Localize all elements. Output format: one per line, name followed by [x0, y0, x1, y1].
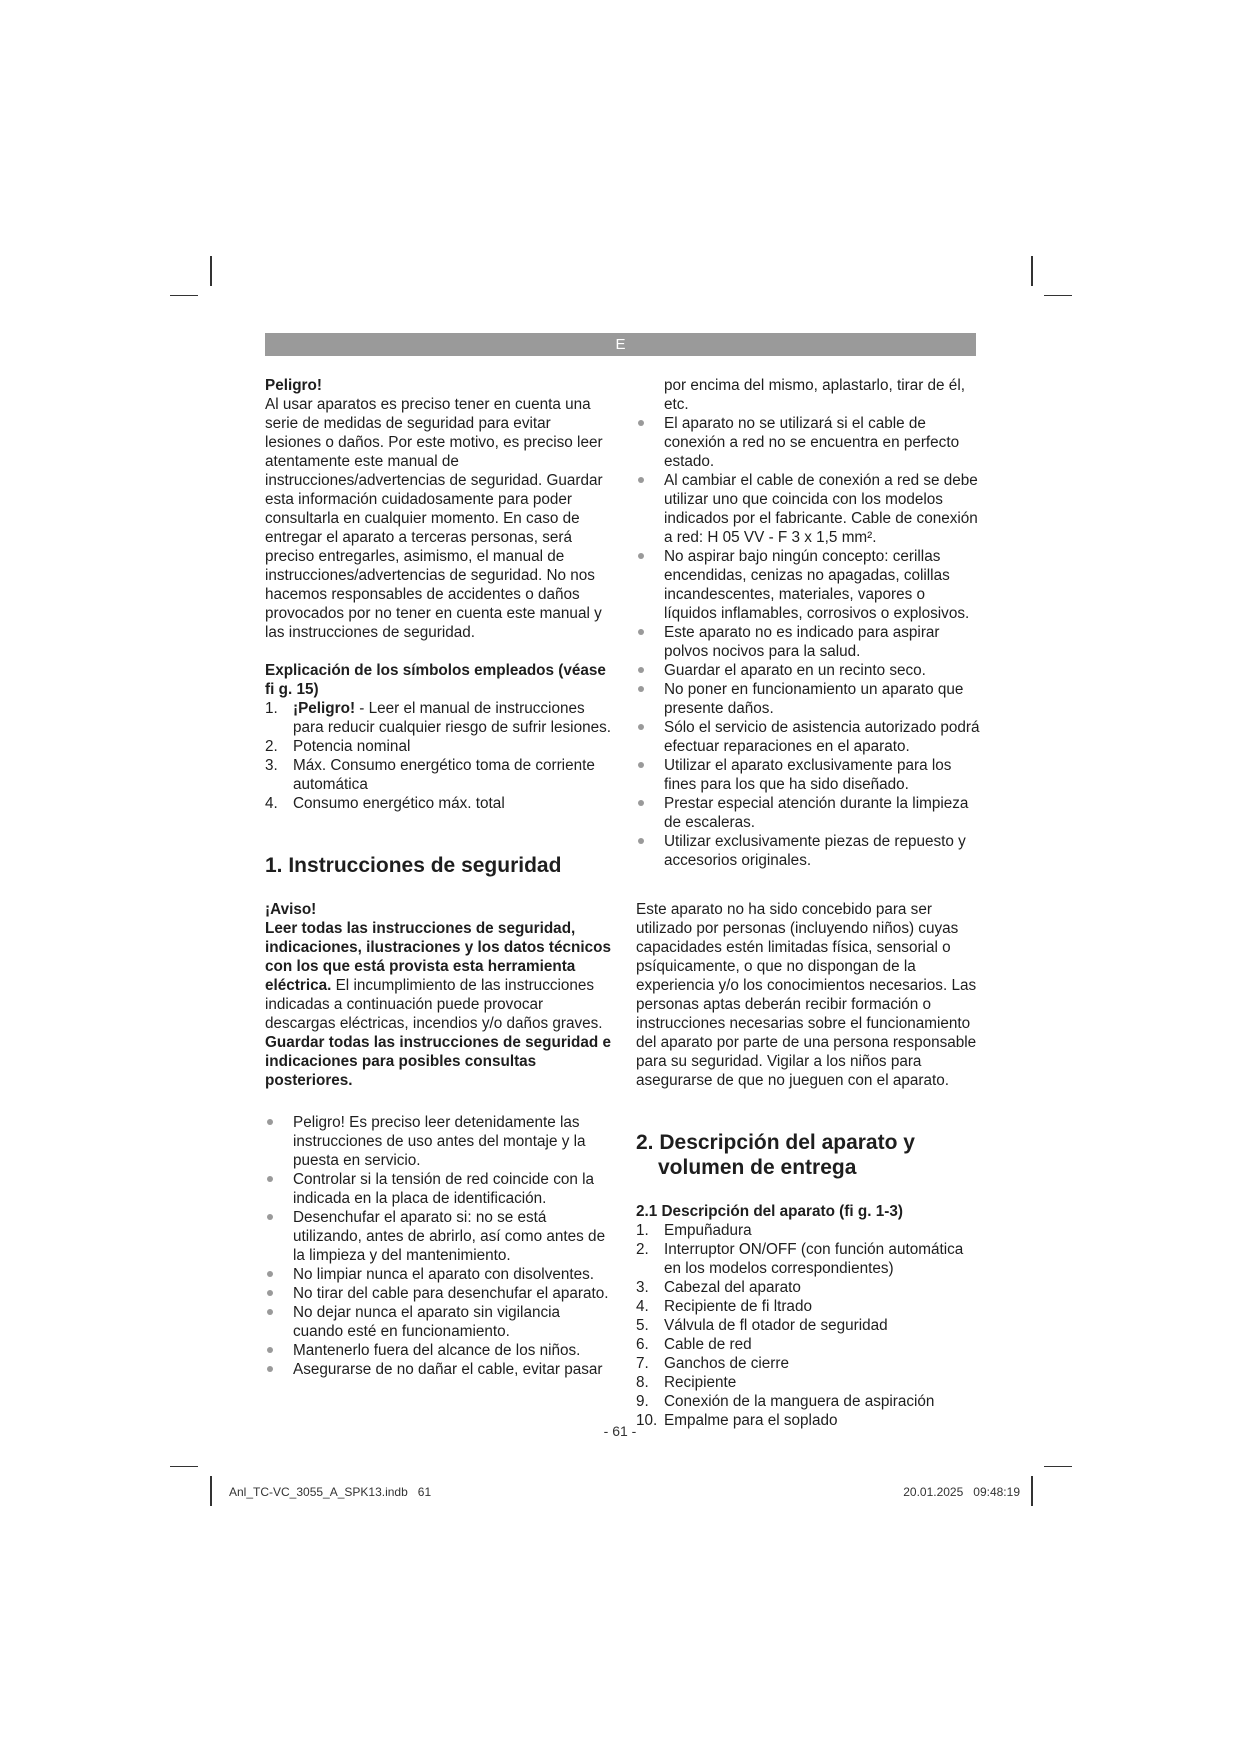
- part-item: 9. Conexión de la manguera de aspiración: [636, 1393, 935, 1410]
- danger-title: Peligro!: [265, 377, 322, 394]
- section2-title-line2: volumen de entrega: [658, 1156, 857, 1179]
- crop-mark-bottom-left-horizontal: [170, 1466, 198, 1467]
- list-item: Utilizar el aparato exclusivamente para los fines para los que ha sido diseñado.: [636, 756, 980, 794]
- page-number: - 61 -: [603, 1423, 637, 1439]
- symbol-item: 3. Máx. Consumo energético toma de corriente automática: [265, 757, 595, 793]
- crop-mark-top-right-vertical: [1031, 256, 1033, 286]
- part-item: 7. Ganchos de cierre: [636, 1355, 789, 1372]
- danger-text: Al usar aparatos es preciso tener en cuenta una serie de medidas de seguridad para evitar lesiones o daños. Por este motivo, es preciso leer atentamente este manual de instrucciones/advertencias de seguridad. Guardar esta información cuidadosamente para poder consultarla en cualquier momento. En caso de entregar el aparato a terceras personas, será preciso entregarles, asimismo, el manual de instrucciones/advertencias de seguridad. No nos hacemos responsables de accidentes o daños provocados por no tener en cuenta este manual y las instrucciones de seguridad.: [265, 396, 603, 641]
- list-item: No aspirar bajo ningún concepto: cerillas encendidas, cenizas no apagadas, colillas incandescentes, materiales, vapores o líquidos inflamables, corrosivos o explosivos.: [636, 547, 980, 623]
- part-item: 10. Empalme para el soplado: [636, 1412, 838, 1429]
- children-notice: Este aparato no ha sido concebido para ser utilizado por personas (incluyendo niños) cuyas capacidades estén limitadas física, sensorial o psíquicamente, o que no dispongan de la experiencia y/o los conocimientos necesarios. Las personas aptas deberán recibir formación o instrucciones necesarias sobre el funcionamiento del aparato por parte de una persona responsable para su seguridad. Vigilar a los niños para asegurarse de que no jueguen con el aparato.: [636, 901, 977, 1089]
- crop-mark-top-left-horizontal: [170, 295, 198, 296]
- footer-timestamp: 20.01.2025 09:48:19: [903, 1485, 1020, 1499]
- crop-mark-bottom-right-vertical: [1031, 1476, 1033, 1506]
- left-column: [265, 376, 611, 1379]
- list-item: Mantenerlo fuera del alcance de los niños.: [265, 1341, 611, 1360]
- safety-bullets-right: [636, 414, 980, 870]
- crop-mark-top-right-horizontal: [1044, 295, 1072, 296]
- list-item: Sólo el servicio de asistencia autorizado podrá efectuar reparaciones en el aparato.: [636, 718, 980, 756]
- list-item: No tirar del cable para desenchufar el aparato.: [265, 1284, 611, 1303]
- list-item: Controlar si la tensión de red coincide con la indicada en la placa de identificación.: [265, 1170, 611, 1208]
- list-item: Guardar el aparato en un recinto seco.: [636, 661, 980, 680]
- list-item: Desenchufar el aparato si: no se está utilizando, antes de abrirlo, así como antes de la limpieza y del mantenimiento.: [265, 1208, 611, 1265]
- part-item: 2. Interruptor ON/OFF (con función automática en los modelos correspondientes): [636, 1241, 964, 1277]
- list-item: Este aparato no es indicado para aspirar polvos nocivos para la salud.: [636, 623, 980, 661]
- list-item: Peligro! Es preciso leer detenidamente las instrucciones de uso antes del montaje y la puesta en servicio.: [265, 1113, 611, 1170]
- crop-mark-bottom-left-vertical: [210, 1476, 212, 1506]
- part-item: 6. Cable de red: [636, 1336, 752, 1353]
- list-item: El aparato no se utilizará si el cable de conexión a red no se encuentra en perfecto estado.: [636, 414, 980, 471]
- parts-list: [636, 1221, 980, 1430]
- list-item: Utilizar exclusivamente piezas de repuesto y accesorios originales.: [636, 832, 980, 870]
- right-column: [636, 376, 980, 1430]
- subsection-2-1-title: 2.1 Descripción del aparato (fi g. 1-3): [636, 1203, 903, 1220]
- part-item: 4. Recipiente de fi ltrado: [636, 1298, 812, 1315]
- list-item: Al cambiar el cable de conexión a red se debe utilizar uno que coincida con los modelos indicados por el fabricante. Cable de conexión a red: H 05 VV - F 3 x 1,5 mm².: [636, 471, 980, 547]
- part-item: 1. Empuñadura: [636, 1222, 752, 1239]
- list-item: No limpiar nunca el aparato con disolventes.: [265, 1265, 611, 1284]
- safety-bullets-left: [265, 1113, 611, 1379]
- list-item: Asegurarse de no dañar el cable, evitar pasar: [265, 1360, 611, 1379]
- symbols-list: [265, 699, 611, 813]
- section1-title: 1. Instrucciones de seguridad: [265, 854, 562, 877]
- footer-file-label: Anl_TC-VC_3055_A_SPK13.indb 61: [229, 1485, 432, 1499]
- language-code: E: [615, 336, 626, 353]
- symbol-item: 4. Consumo energético máx. total: [265, 795, 505, 812]
- aviso-bold-1: Leer todas las instrucciones de seguridad, indicaciones, ilustraciones y los datos técnicos con los que está provista esta herramienta eléctrica.: [265, 920, 611, 994]
- aviso-bold-2: Guardar todas las instrucciones de seguridad e indicaciones para posibles consultas posteriores.: [265, 1034, 611, 1089]
- list-item: Prestar especial atención durante la limpieza de escaleras.: [636, 794, 980, 832]
- language-header-bar: [265, 333, 976, 356]
- crop-mark-bottom-right-horizontal: [1044, 1466, 1072, 1467]
- crop-mark-top-left-vertical: [210, 256, 212, 286]
- part-item: 8. Recipiente: [636, 1374, 737, 1391]
- section2-title-line1: 2. Descripción del aparato y: [636, 1131, 915, 1154]
- symbols-heading: Explicación de los símbolos empleados (véase fi g. 15): [265, 662, 606, 698]
- symbol-item: 1. ¡Peligro! - Leer el manual de instrucciones para reducir cualquier riesgo de sufrir lesiones.: [265, 700, 611, 736]
- part-item: 3. Cabezal del aparato: [636, 1279, 801, 1296]
- list-item: No poner en funcionamiento un aparato que presente daños.: [636, 680, 980, 718]
- symbol-item: 2. Potencia nominal: [265, 738, 411, 755]
- aviso-paragraph: [265, 919, 611, 1090]
- part-item: 5. Válvula de fl otador de seguridad: [636, 1317, 888, 1334]
- list-item: No dejar nunca el aparato sin vigilancia cuando esté en funcionamiento.: [265, 1303, 611, 1341]
- aviso-text: El incumplimiento de las instrucciones indicadas a continuación puede provocar descargas eléctricas, incendios y/o daños graves.: [265, 977, 603, 1032]
- continuation-text: por encima del mismo, aplastarlo, tirar de él, etc.: [664, 377, 965, 413]
- aviso-title: ¡Aviso!: [265, 901, 317, 918]
